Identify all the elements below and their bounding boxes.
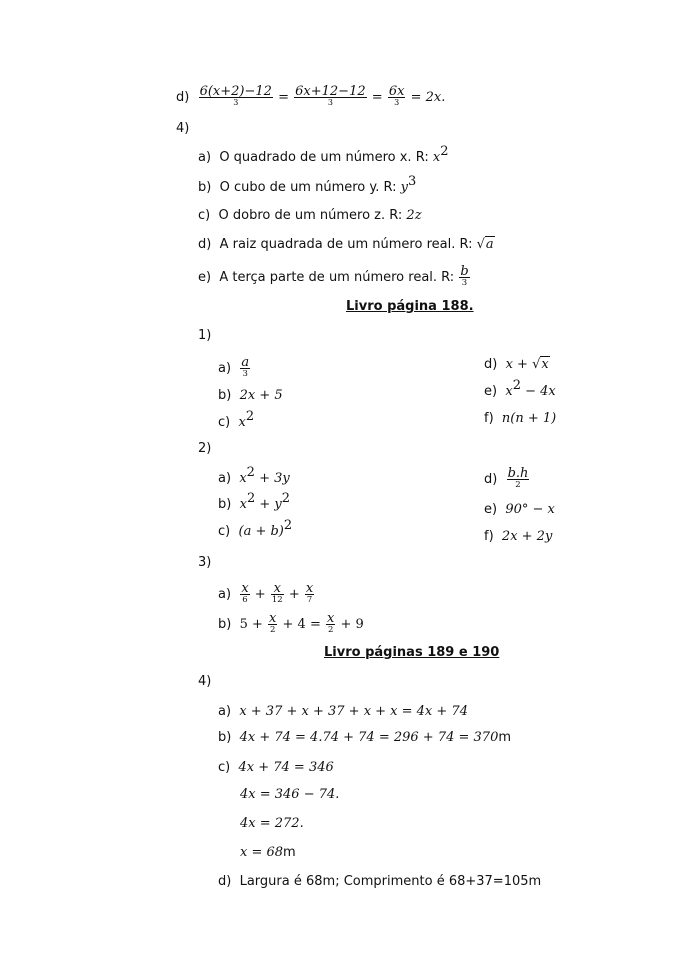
fraction: $\frac{6x}{3}$ — [388, 84, 405, 107]
q4-item-e: e) A terça parte de um número real. R: $\frac{b}{3}$ — [198, 264, 469, 288]
s4-item-c-step: x = 68m — [240, 845, 296, 860]
s3-item-b: b) 5 + $\frac{x}{2}$ + 4 = $\frac{x}{2}$ + 9 — [218, 611, 364, 635]
section-heading: Livro páginas 189 e 190 — [324, 645, 500, 660]
s1-item-f: f) n(n + 1) — [484, 411, 557, 426]
s2-item-e: e) 90° − x — [484, 502, 555, 517]
q4-item-d: d) A raiz quadrada de um número real. R: √a — [198, 237, 494, 252]
fraction: $\frac{b}{3}$ — [460, 264, 469, 288]
question-number: 1) — [198, 328, 212, 343]
s1-item-a: a) $\frac{a}{3}$ — [218, 355, 250, 379]
question-number: 4) — [176, 121, 190, 136]
fraction: $\frac{6(x+2)-12}{3}$ — [199, 84, 272, 107]
s1-item-e: e) $x^2 - 4x$ — [484, 378, 556, 399]
fraction: $\frac{x}{2}$ — [269, 611, 277, 635]
q4-item-c: c) O dobro de um número z. R: 2z — [198, 208, 422, 223]
question-number: 4) — [198, 674, 212, 689]
s2-item-c: c) $(a + b)^2$ — [218, 518, 293, 539]
fraction: $\frac{b.h}{2}$ — [507, 466, 529, 490]
fraction: $\frac{x}{12}$ — [271, 581, 283, 605]
s2-item-b: b) $x^2 + y^2$ — [218, 491, 291, 512]
s1-item-b: b) 2x + 5 — [218, 388, 283, 403]
s2-item-a: a) $x^2 + 3y$ — [218, 465, 290, 486]
s4-item-c-step: 4x = 272. — [240, 816, 304, 831]
s2-item-d: d) $\frac{b.h}{2}$ — [484, 466, 529, 490]
fraction: $\frac{x}{6}$ — [241, 581, 249, 605]
s4-item-c-step: 4x = 346 − 74. — [240, 787, 340, 802]
square-root: √x — [532, 357, 549, 372]
s4-item-d: d) Largura é 68m; Comprimento é 68+37=105m — [218, 874, 542, 889]
item-label: d) — [176, 90, 190, 105]
s1-item-d: d) x + √x — [484, 357, 549, 372]
s4-item-c: c) 4x + 74 = 346 — [218, 760, 334, 775]
q4-item-b: b) O cubo de um número y. R: $y^3$ — [198, 174, 417, 195]
s4-item-b: b) 4x + 74 = 4.74 + 74 = 296 + 74 = 370m — [218, 730, 512, 745]
fraction: $\frac{x}{7}$ — [305, 581, 314, 605]
square-root: √a — [476, 237, 494, 252]
section-heading: Livro página 188. — [346, 299, 474, 314]
fraction: $\frac{6x+12-12}{3}$ — [295, 84, 366, 107]
question-number: 3) — [198, 555, 212, 570]
s2-item-f: f) 2x + 2y — [484, 529, 553, 544]
s3-item-a: a) $\frac{x}{6}$ + $\frac{x}{12}$ + $\frac{x}{7}$ — [218, 581, 314, 605]
fraction: $\frac{a}{3}$ — [241, 355, 250, 379]
s1-item-c: c) $x^2$ — [218, 409, 255, 430]
result: 2x. — [425, 90, 446, 105]
prev-item-d: d) $\frac{6(x+2)-12}{3}$ = $\frac{6x+12-12}{3}$ = $\frac{6x}{3}$ = 2x. — [176, 84, 446, 107]
fraction: $\frac{x}{2}$ — [326, 611, 335, 635]
question-number: 2) — [198, 441, 212, 456]
s4-item-a: a) x + 37 + x + 37 + x + x = 4x + 74 — [218, 704, 468, 719]
q4-item-a: a) O quadrado de um número x. R: $x^2$ — [198, 144, 449, 165]
